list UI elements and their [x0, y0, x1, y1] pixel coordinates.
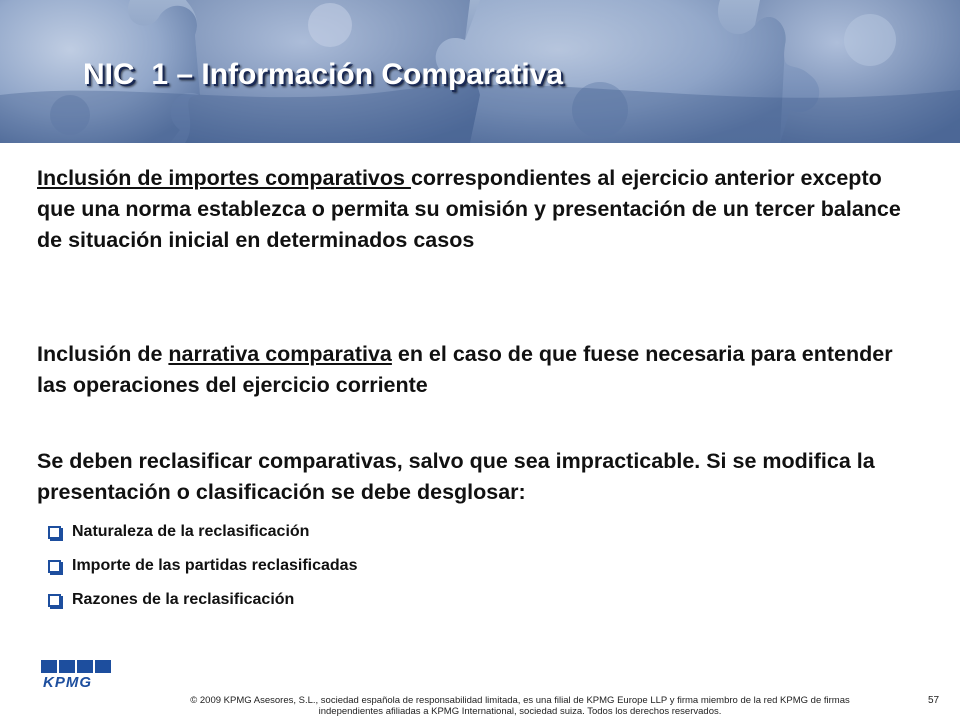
footer-line: independientes afiliadas a KPMG International, sociedad suiza. Todos los derechos reservados.	[318, 706, 722, 717]
underlined-phrase: narrativa comparativa	[168, 342, 392, 366]
list-item	[48, 591, 357, 625]
header-banner	[0, 0, 960, 143]
list-item-label: Naturaleza de la reclasificación	[72, 523, 310, 540]
list-item-label: Razones de la reclasificación	[72, 591, 295, 608]
list-item	[48, 557, 357, 591]
slide-title: NIC 1 – Información Comparativa	[83, 58, 564, 91]
svg-text:KPMG: KPMG	[43, 674, 92, 689]
page-number: 57	[928, 695, 940, 706]
list-item	[48, 523, 357, 557]
footer-line: © 2009 KPMG Asesores, S.L., sociedad española de responsabilidad limitada, es una filial de KPMG Europe LLP y firma miembro de la red KPMG de firmas	[190, 695, 850, 706]
bullet-list	[48, 523, 357, 625]
kpmg-logo	[41, 660, 113, 689]
checkbox-bullet-icon	[48, 526, 61, 539]
checkbox-bullet-icon	[48, 560, 61, 573]
paragraph-comparative-narrative	[37, 339, 907, 401]
paragraph-reclassification: Se deben reclasificar comparativas, salvo que sea impracticable. Si se modifica la presentación o clasificación se debe desglosar:	[37, 449, 875, 504]
checkbox-bullet-icon	[48, 594, 61, 607]
copyright-footer	[130, 695, 910, 717]
paragraph-comparative-amounts	[37, 163, 917, 256]
paragraph-text: en el caso de que fuese necesaria para entender las operaciones del ejercicio corriente	[37, 342, 893, 397]
underlined-phrase: Inclusión de importes comparativos	[37, 166, 411, 190]
paragraph-text: correspondientes al ejercicio anterior excepto que una norma establezca o permita su omisión y presentación de un tercer balance de situación inicial en determinados casos	[37, 166, 901, 252]
paragraph-text: Inclusión de	[37, 342, 169, 366]
list-item-label: Importe de las partidas reclasificadas	[72, 557, 358, 574]
